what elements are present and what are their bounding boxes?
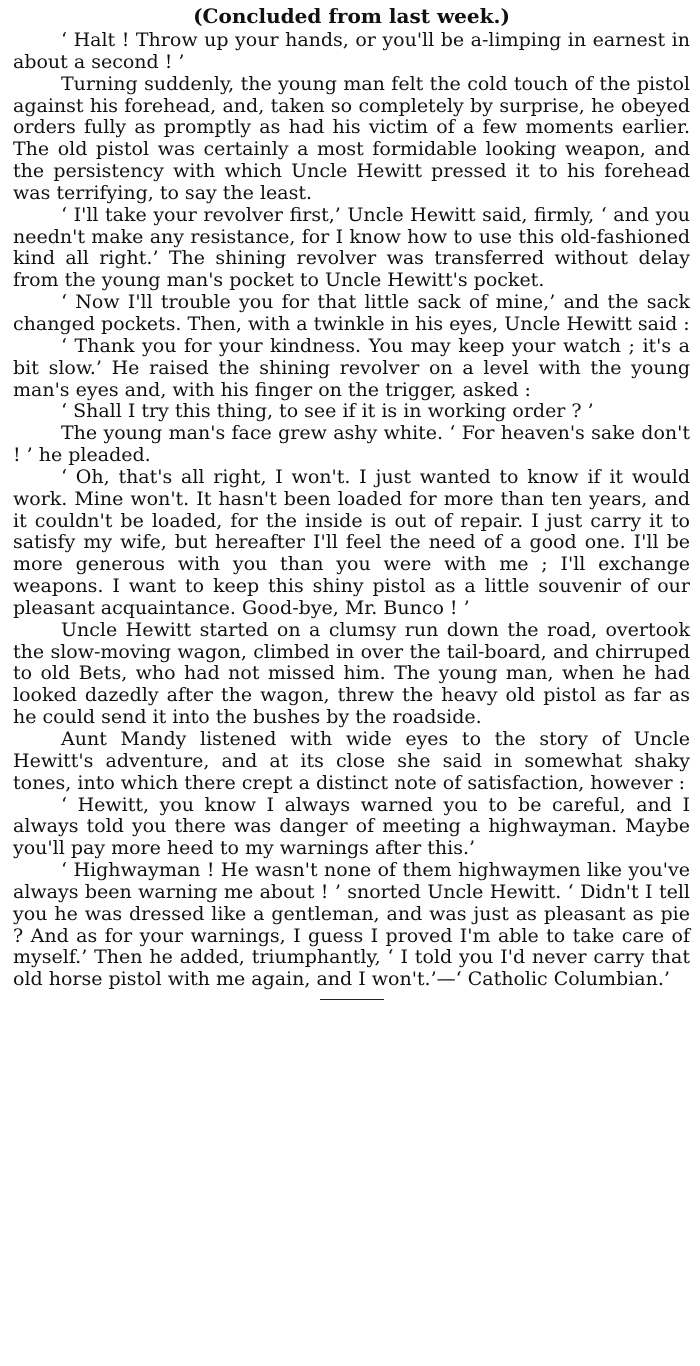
paragraph-clumsy-run: Uncle Hewitt started on a clumsy run down the road, overtook the slow-moving wagon, climbed in over the tail-board, and chirruped to old Bets, who had not missed him. The young man, when he had looked dazedly after the wagon, threw the heavy old pistol as far as he could send it into the bushes by the roadside. xyxy=(13,618,690,729)
paragraph-ashy-white: The young man's face grew ashy white. ‘ For heaven's sake don't ! ’ he pleaded. xyxy=(13,422,690,467)
paragraph-turning-suddenly: Turning suddenly, the young man felt the cold touch of the pistol against his forehead, and, taken so completely by surprise, he obeyed orders fully as promptly as had his victim of a few moments earlier. The old pistol was certainly a most formidable looking weapon, and the persistency with which Uncle Hewitt pressed it to his forehead was terrifying, to say the least. xyxy=(13,72,690,204)
paragraph-little-sack: ‘ Now I'll trouble you for that little sack of mine,’ and the sack changed pockets. Then, with a twinkle in his eyes, Uncle Hewitt said : xyxy=(13,291,690,335)
paragraph-shall-i-try: ‘ Shall I try this thing, to see if it is in working order ? ’ xyxy=(61,400,594,423)
continuation-heading: (Concluded from last week.) xyxy=(193,4,510,28)
paragraph-halt: ‘ Halt ! Throw up your hands, or you'll be a-limping in earnest in about a second ! ’ xyxy=(13,29,690,73)
paragraph-all-right: ‘ Oh, that's all right, I won't. I just wanted to know if it would work. Mine won't. It hasn't been loaded for more than ten years, and it couldn't be loaded, for the inside is out of repair. I just carry it to satisfy my wife, but hereafter I'll feel the need of a good one. I'll be more generous with you than you were with me ; I'll exchange weapons. I want to keep this shiny pistol as a little souvenir of our pleasant acquaintance. Good-bye, Mr. Bunco ! ’ xyxy=(13,465,690,619)
closing-rule xyxy=(320,999,384,1000)
paragraph-thank-you: ‘ Thank you for your kindness. You may keep your watch ; it's a bit slow.’ He raised the shining revolver on a level with the young man's eyes and, with his finger on the trigger, asked : xyxy=(13,334,690,401)
paragraph-aunt-mandy: Aunt Mandy listened with wide eyes to the story of Uncle Hewitt's adventure, and at its close she said in somewhat shaky tones, into which there crept a distinct note of satisfaction, however : xyxy=(13,728,690,794)
paragraph-revolver-first: ‘ I'll take your revolver first,’ Uncle Hewitt said, firmly, ‘ and you needn't make any resistance, for I know how to use this old-fashioned kind all right.’ The shining revolver was transferred without delay from the young man's pocket to Uncle Hewitt's pocket. xyxy=(13,203,690,292)
paragraph-warned-you: ‘ Hewitt, you know I always warned you to be careful, and I always told you there was danger of meeting a highwayman. Maybe you'll pay more heed to my warnings after this.’ xyxy=(13,793,690,860)
paragraph-highwayman: ‘ Highwayman ! He wasn't none of them highwaymen like you've always been warning me about ! ’ snorted Uncle Hewitt. ‘ Didn't I tell you he was dressed like a gentleman, and was just as pleasant as pie ? And as for your warnings, I guess I proved I'm able to take care of myself.’ Then he added, triumphantly, ‘ I told you I'd never carry that old horse pistol with me again, and I won't.’—‘ Catholic Columbian.’ xyxy=(13,859,690,991)
